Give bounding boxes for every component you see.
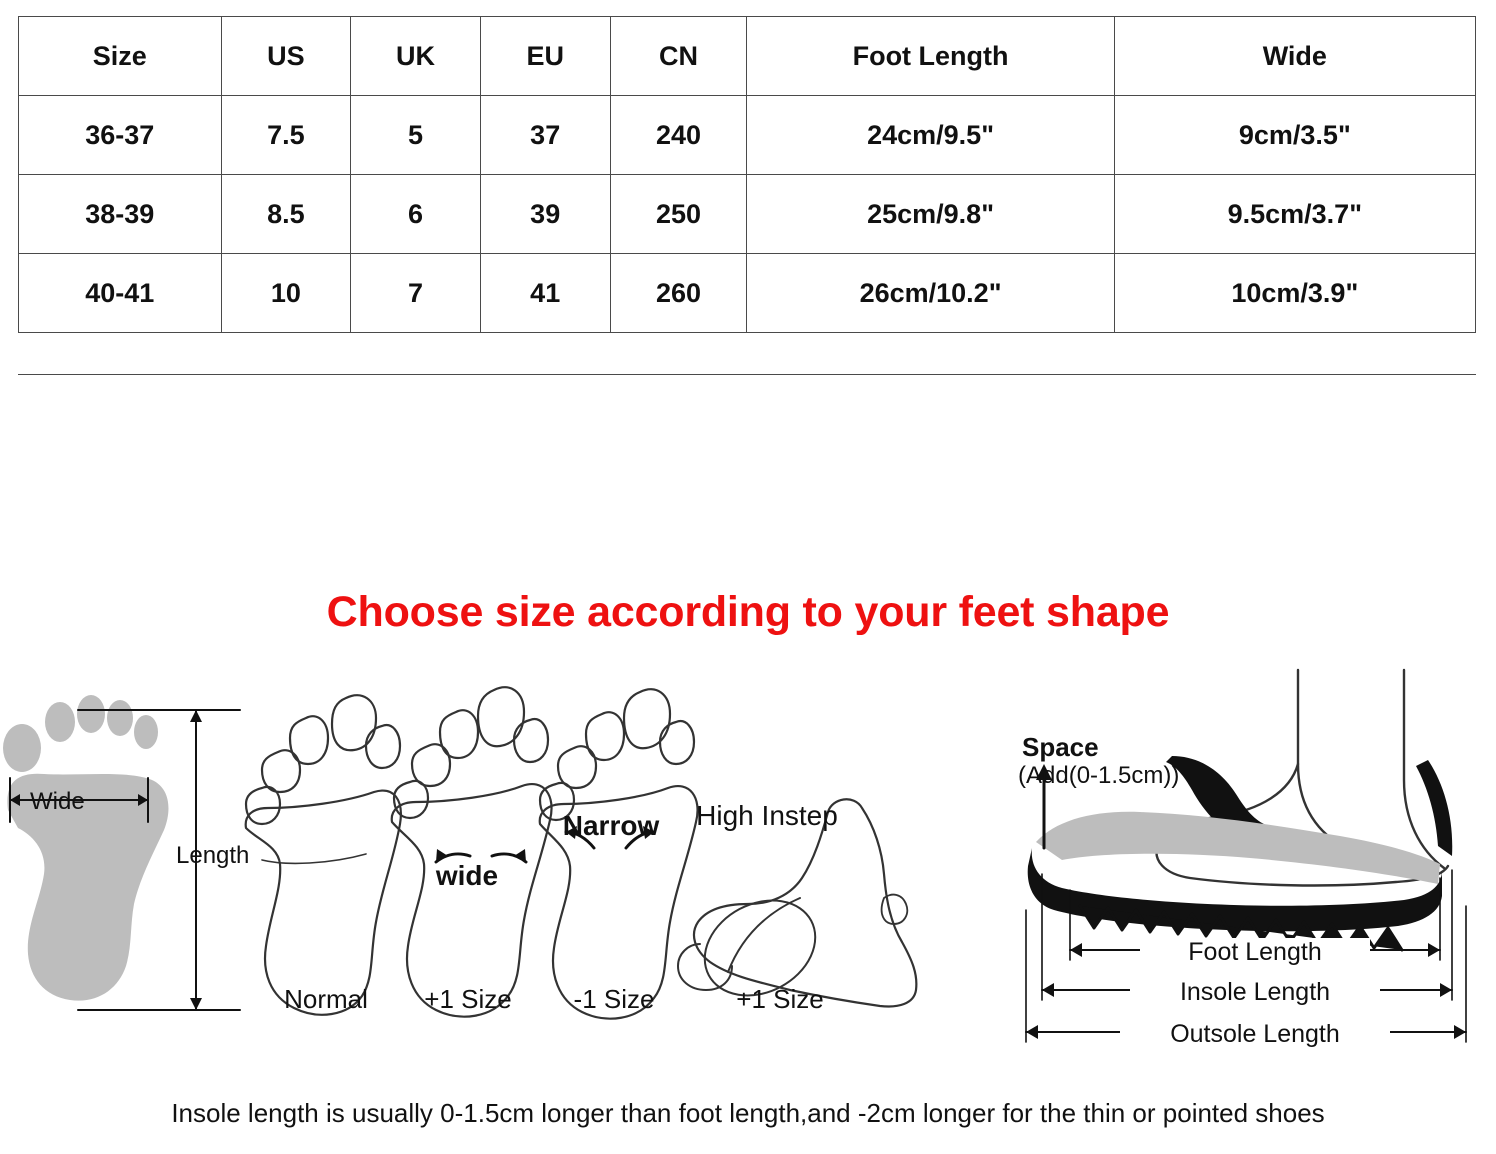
space-sublabel: (Add(0-1.5cm)) xyxy=(1018,762,1180,789)
size-chart-table-container xyxy=(18,16,1476,333)
cell-foot-length: 26cm/10.2" xyxy=(747,254,1114,333)
table-row xyxy=(19,254,1476,333)
wide-foot-outline xyxy=(392,687,552,1016)
foot-shape-diagrams xyxy=(0,660,1496,1060)
normal-foot-outline xyxy=(246,695,401,1015)
cell-uk: 7 xyxy=(351,254,481,333)
cell-foot-length: 24cm/9.5" xyxy=(747,96,1114,175)
column-header-us: US xyxy=(221,17,351,96)
column-header-wide: Wide xyxy=(1114,17,1475,96)
cell-size: 38-39 xyxy=(19,175,222,254)
table-row xyxy=(19,175,1476,254)
cell-uk: 6 xyxy=(351,175,481,254)
cell-eu: 37 xyxy=(480,96,610,175)
cell-uk: 5 xyxy=(351,96,481,175)
cell-size: 40-41 xyxy=(19,254,222,333)
high-instep-caption: +1 Size xyxy=(736,984,824,1014)
cell-cn: 250 xyxy=(610,175,747,254)
wide-foot-caption: +1 Size xyxy=(424,984,512,1014)
column-header-uk: UK xyxy=(351,17,481,96)
cell-wide: 9.5cm/3.7" xyxy=(1114,175,1475,254)
cell-foot-length: 25cm/9.8" xyxy=(747,175,1114,254)
cell-eu: 39 xyxy=(480,175,610,254)
column-header-eu: EU xyxy=(480,17,610,96)
cell-us: 10 xyxy=(221,254,351,333)
cell-size: 36-37 xyxy=(19,96,222,175)
column-header-size: Size xyxy=(19,17,222,96)
wide-measure-label: Wide xyxy=(30,788,85,815)
cell-cn: 240 xyxy=(610,96,747,175)
table-row xyxy=(19,96,1476,175)
insole-length-label: Insole Length xyxy=(1130,978,1380,1007)
cell-us: 7.5 xyxy=(221,96,351,175)
column-header-foot-length: Foot Length xyxy=(747,17,1114,96)
cell-wide: 9cm/3.5" xyxy=(1114,96,1475,175)
cell-cn: 260 xyxy=(610,254,747,333)
cell-wide: 10cm/3.9" xyxy=(1114,254,1475,333)
page-title: Choose size according to your feet shape xyxy=(326,588,1170,636)
table-header-row xyxy=(19,17,1476,96)
narrow-foot-arrow-label: Narrow xyxy=(562,810,660,841)
narrow-foot-outline xyxy=(540,689,698,1018)
size-chart-table xyxy=(18,16,1476,333)
column-header-cn: CN xyxy=(610,17,747,96)
narrow-foot-caption: -1 Size xyxy=(573,984,655,1014)
high-instep-label: High Instep xyxy=(696,800,838,831)
outsole-length-label: Outsole Length xyxy=(1120,1020,1390,1049)
table-bottom-rule xyxy=(18,374,1476,375)
wide-foot-arrow-label: wide xyxy=(435,860,499,891)
cell-eu: 41 xyxy=(480,254,610,333)
foot-length-label: Foot Length xyxy=(1140,938,1370,967)
normal-foot-caption: Normal xyxy=(284,984,368,1014)
footnote-text: Insole length is usually 0-1.5cm longer than foot length,and -2cm longer for the thin or pointed shoes xyxy=(171,1098,1325,1128)
space-label: Space xyxy=(1022,732,1099,762)
length-measure-label: Length xyxy=(176,842,250,869)
cell-us: 8.5 xyxy=(221,175,351,254)
